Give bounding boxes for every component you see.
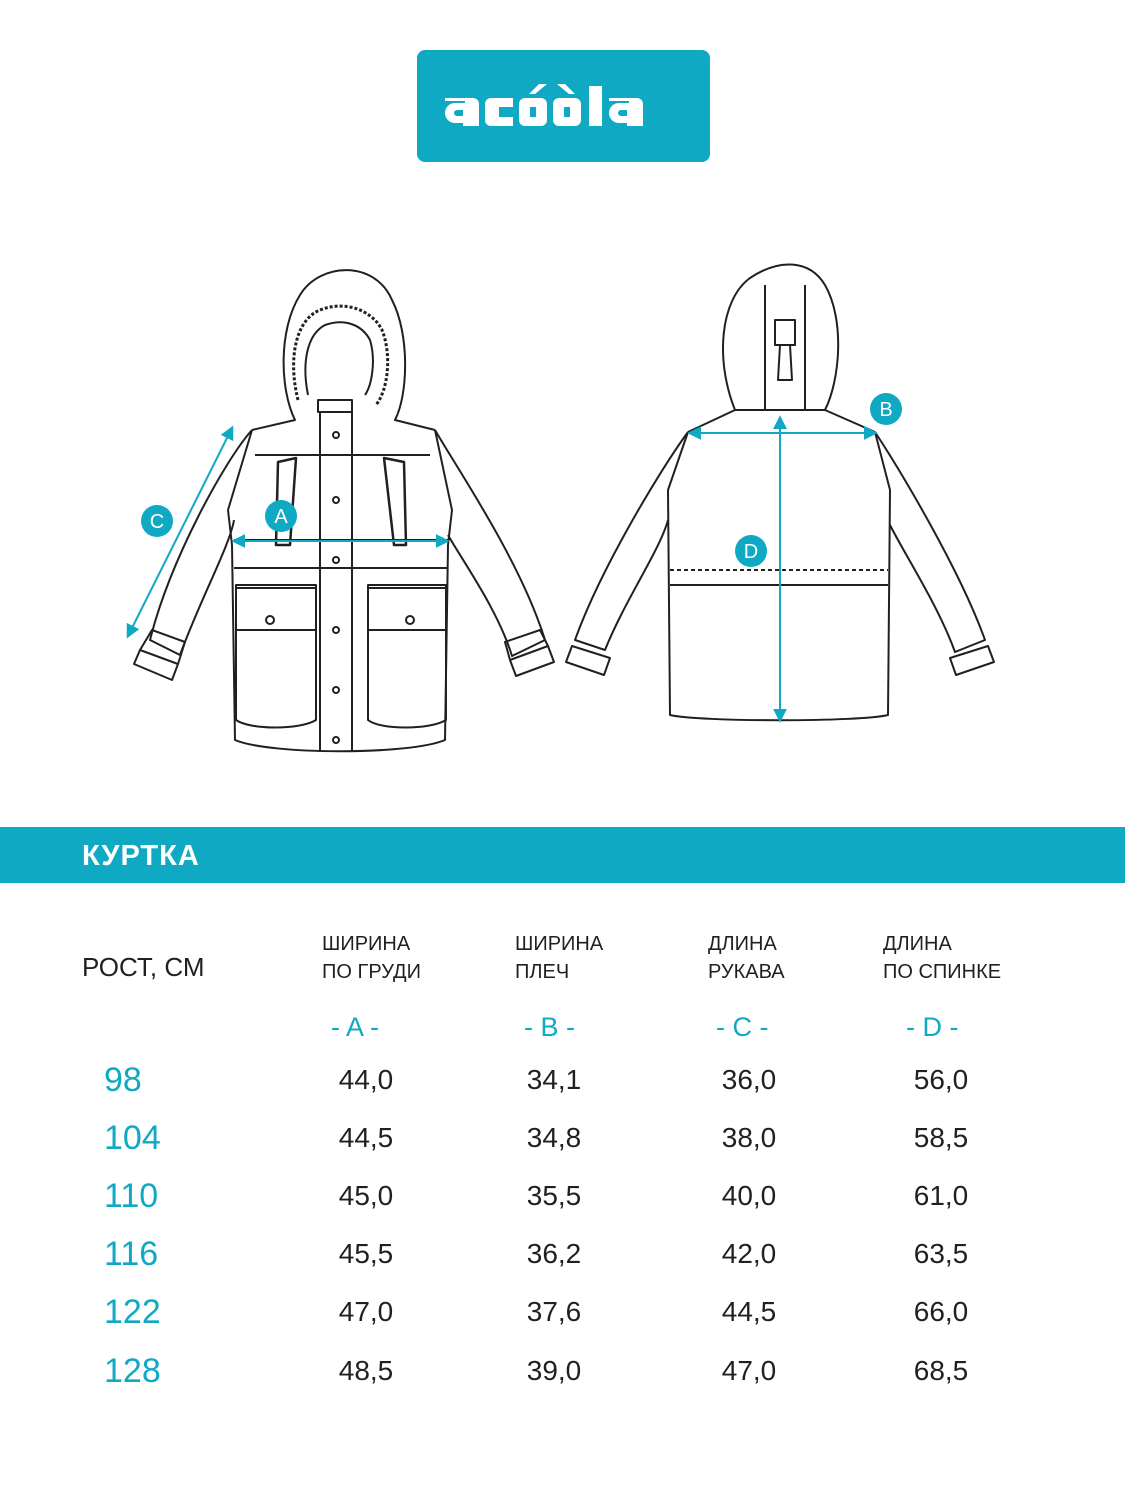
jacket-technical-drawing: [0, 240, 1125, 760]
value-cell-b: 34,1: [526, 1064, 582, 1095]
height-cell: 122: [104, 1293, 161, 1331]
column-header-c-line2: РУКАВА: [708, 961, 785, 983]
column-header-c: [708, 930, 785, 986]
column-header-b-line2: ПЛЕЧ: [515, 961, 570, 983]
height-cell: 128: [104, 1352, 161, 1390]
acoola-logo-mark: [417, 50, 710, 162]
value-cell-c: 40,0: [721, 1180, 777, 1211]
jacket-front-view: [134, 270, 554, 752]
svg-text:C: C: [149, 511, 165, 533]
svg-text:A: A: [274, 506, 288, 528]
value-cell-b: 34,8: [526, 1122, 582, 1153]
table-row: [0, 1235, 1125, 1275]
table-row: [0, 1352, 1125, 1392]
value-cell-b: 35,5: [526, 1180, 582, 1211]
value-cell-b: 39,0: [526, 1355, 582, 1386]
table-row: [0, 1119, 1125, 1159]
height-cell: 116: [104, 1235, 159, 1273]
value-cell-a: 44,0: [338, 1064, 394, 1095]
value-cell-a: 45,0: [338, 1180, 394, 1211]
value-cell-a: 44,5: [338, 1122, 394, 1153]
column-header-b: [515, 930, 603, 986]
height-cell: 98: [104, 1061, 142, 1099]
value-cell-d: 58,5: [913, 1122, 969, 1153]
value-cell-c: 36,0: [721, 1064, 777, 1095]
section-banner: [0, 827, 1125, 883]
section-title: КУРТКА: [82, 840, 200, 872]
value-cell-d: 66,0: [913, 1296, 969, 1327]
value-cell-c: 44,5: [721, 1296, 777, 1327]
svg-text:B: B: [879, 399, 893, 421]
row-header-label: РОСТ, СМ: [82, 952, 205, 982]
column-header-d-line1: ДЛИНА: [883, 933, 952, 955]
column-header-d-line2: ПО СПИНКЕ: [883, 961, 1002, 983]
label-d: [735, 535, 767, 567]
measure-c-line: [128, 428, 232, 636]
value-cell-c: 38,0: [721, 1122, 777, 1153]
brand-logo: [417, 50, 710, 162]
svg-text:D: D: [743, 541, 759, 563]
label-c: [141, 505, 173, 537]
label-a: [265, 500, 297, 532]
value-cell-a: 48,5: [338, 1355, 394, 1386]
table-row: [0, 1293, 1125, 1333]
value-cell-a: 45,5: [338, 1238, 394, 1269]
value-cell-c: 47,0: [721, 1355, 777, 1386]
column-letter-a: - A -: [331, 1012, 380, 1042]
table-row: [0, 1177, 1125, 1217]
column-letter-d: - D -: [906, 1012, 959, 1042]
column-header-a-line1: ШИРИНА: [322, 933, 411, 955]
value-cell-b: 36,2: [526, 1238, 582, 1269]
column-letter-b: - B -: [524, 1012, 575, 1042]
value-cell-d: 68,5: [913, 1355, 969, 1386]
value-cell-b: 37,6: [526, 1296, 582, 1327]
label-b: [870, 393, 902, 425]
column-header-b-line1: ШИРИНА: [515, 933, 604, 955]
table-row: [0, 1061, 1125, 1101]
value-cell-d: 63,5: [913, 1238, 969, 1269]
height-cell: 104: [104, 1119, 161, 1157]
value-cell-c: 42,0: [721, 1238, 777, 1269]
value-cell-d: 56,0: [913, 1064, 969, 1095]
height-cell: 110: [104, 1177, 159, 1215]
column-header-a-line2: ПО ГРУДИ: [322, 961, 421, 983]
column-header-d: [883, 930, 1001, 986]
column-header-a: [322, 930, 421, 986]
value-cell-a: 47,0: [338, 1296, 394, 1327]
value-cell-d: 61,0: [913, 1180, 969, 1211]
column-header-c-line1: ДЛИНА: [708, 933, 777, 955]
column-letter-c: - C -: [716, 1012, 769, 1042]
